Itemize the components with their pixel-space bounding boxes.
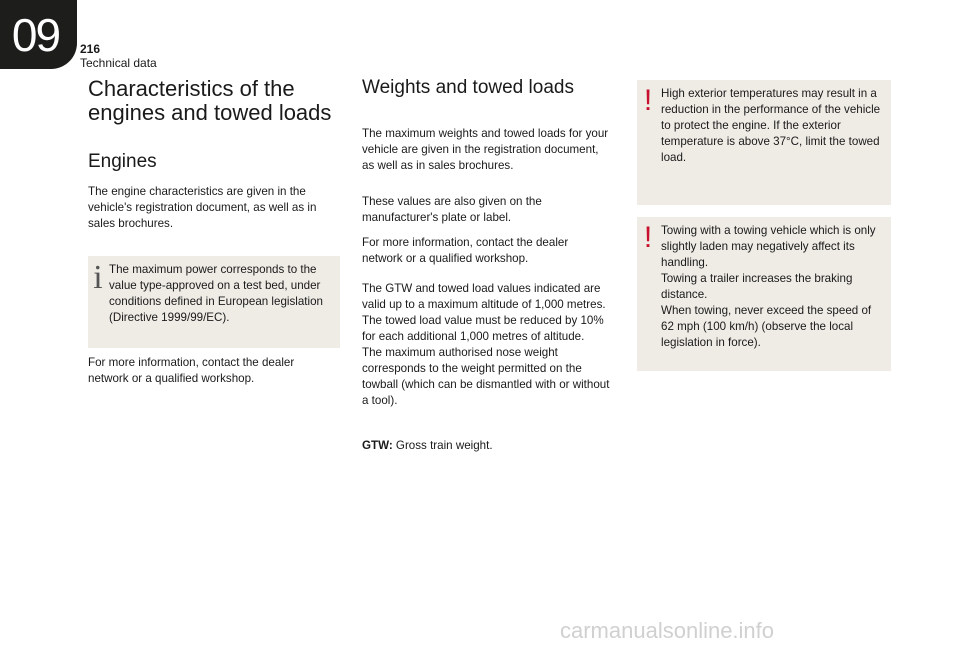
warning-text-speed: When towing, never exceed the speed of 62 mph (100 km/h) (observe the local legislation in force). [661,304,872,349]
weights-text-1: The maximum weights and towed loads for your vehicle are given in the registration document, as well as in sales brochures. [362,127,609,172]
section-name: Technical data [80,56,157,70]
watermark: carmanualsonline.info [560,618,775,643]
warning-text-towing-handling: Towing with a towing vehicle which is only slightly laden may negatively affect its handling. [661,224,876,269]
gtw-definition [362,438,612,454]
weights-text-5: The maximum authorised nose weight corresponds to the weight permitted on the towball (which can be dismantled with or without a tool). [362,346,610,407]
info-icon: i [93,259,103,296]
weights-text-3: For more information, contact the dealer network or a qualified workshop. [362,236,569,265]
page-title: Characteristics of the engines and towed loads [88,76,332,125]
weights-heading: Weights and towed loads [362,77,574,98]
info-text: The maximum power corresponds to the value type-approved on a test bed, under conditions defined in European legislation (Directive 1999/99/EC). [109,263,323,324]
engines-text: The engine characteristics are given in the vehicle's registration document, as well as in sales brochures. [88,185,317,230]
warning-text-temperature: High exterior temperatures may result in a reduction in the performance of the vehicle to protect the engine. If the exterior temperature is above 37°C, limit the towed load. [661,87,881,164]
gtw-text: Gross train weight. [392,439,493,452]
engines-contact-text: For more information, contact the dealer network or a qualified workshop. [88,356,295,385]
warning-icon: ! [643,84,653,117]
gtw-label: GTW: [362,439,393,452]
engines-heading: Engines [88,151,157,172]
warning-icon: ! [643,221,653,254]
weights-text-2: These values are also given on the manufacturer's plate or label. [362,195,542,224]
weights-text-4: The GTW and towed load values indicated are valid up to a maximum altitude of 1,000 metres. The towed load value must be reduced by 10% for each additional 1,000 metres of altitude. [362,282,606,343]
warning-text-braking: Towing a trailer increases the braking distance. [661,272,853,301]
chapter-tab: 09 [0,0,77,69]
page-number: 216 [80,42,101,56]
